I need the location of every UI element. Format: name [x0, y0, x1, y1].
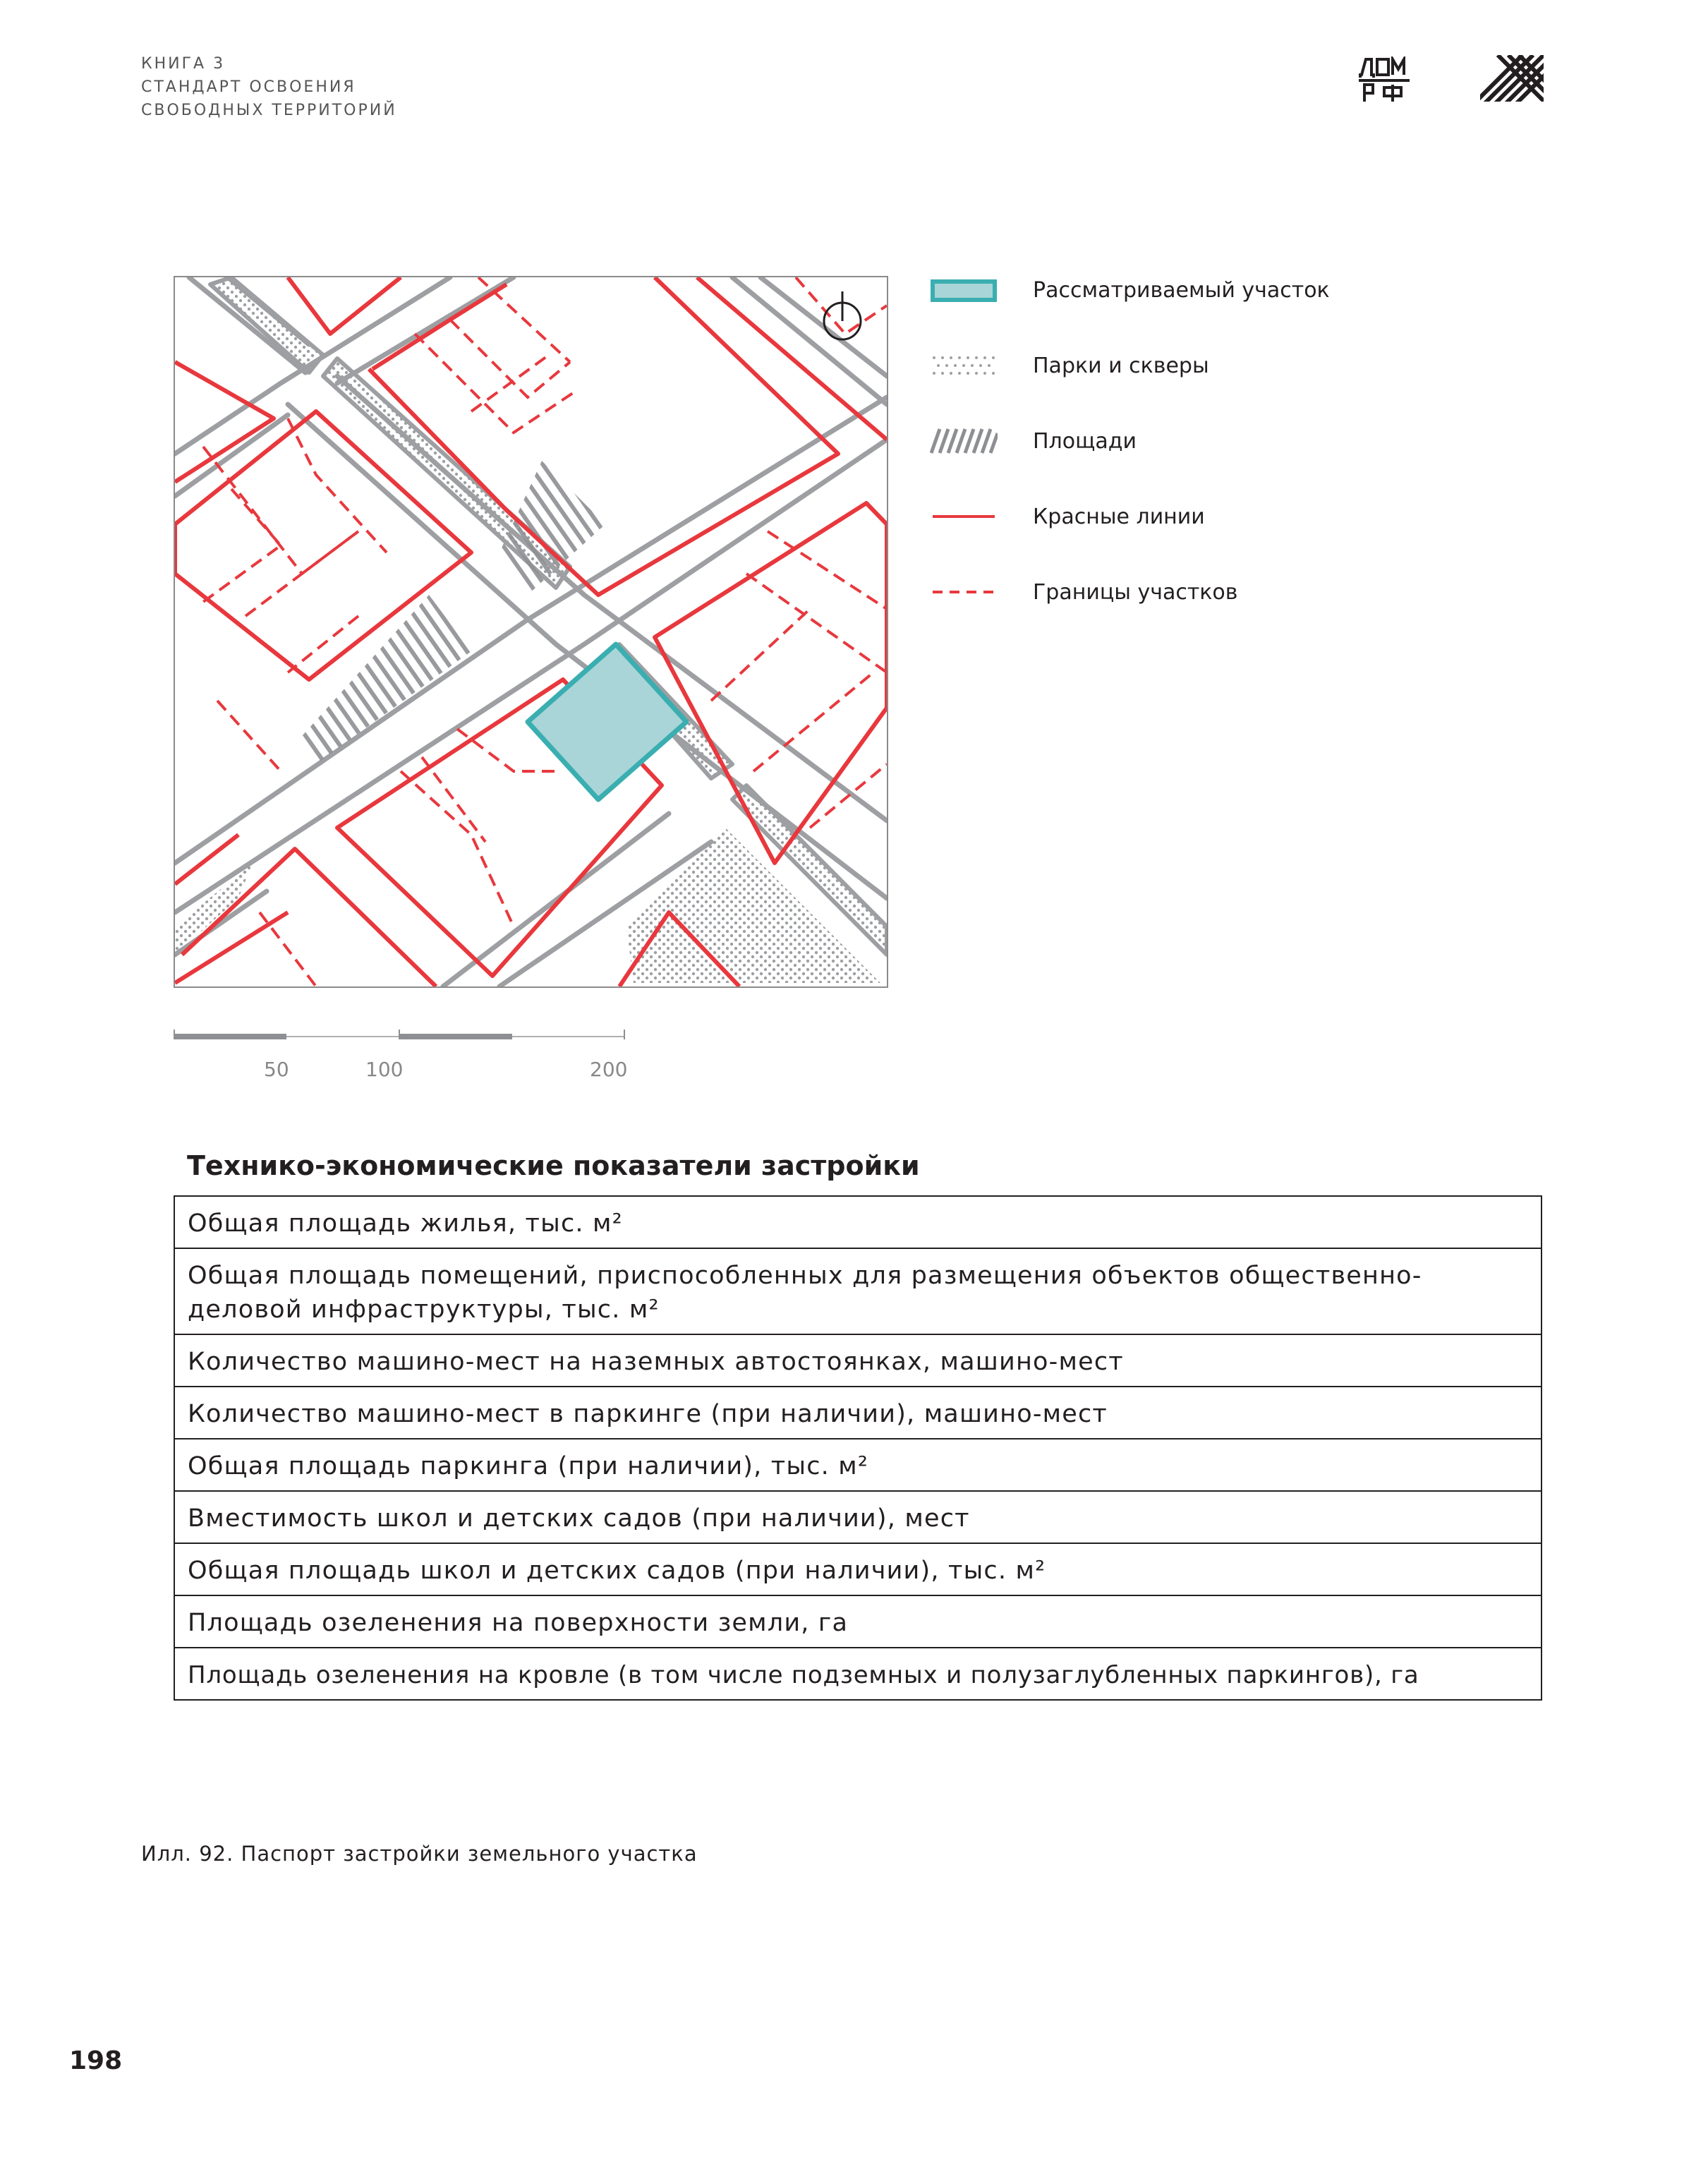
header-line: СТАНДАРТ ОСВОЕНИЯ — [141, 78, 356, 96]
squares-hatch-swatch-icon — [930, 423, 998, 459]
legend-item — [930, 272, 1424, 308]
site-map — [174, 276, 888, 988]
legend-item — [930, 348, 1424, 383]
median-strips — [210, 277, 887, 955]
legend-label: Границы участков — [1033, 580, 1238, 605]
scale-label: 200 — [590, 1058, 628, 1081]
hatch-logo — [1480, 55, 1544, 104]
legend-label: Рассматриваемый участок — [1033, 278, 1330, 303]
table-row: Общая площадь жилья, тыс. м² — [174, 1197, 1542, 1249]
legend-label: Красные линии — [1033, 505, 1205, 529]
table-row: Вместимость школ и детских садов (при наличии), мест — [174, 1492, 1542, 1544]
roads — [175, 277, 887, 986]
indicators-table — [174, 1195, 1542, 1701]
page-number: 198 — [69, 2046, 123, 2075]
table-row: Площадь озеленения на кровле (в том числе подземных и полузаглубленных паркингов), га — [174, 1648, 1542, 1701]
legend-item — [930, 423, 1424, 459]
legend-label: Парки и скверы — [1033, 354, 1209, 378]
parks-dots-swatch-icon — [930, 348, 998, 383]
scale-label: 100 — [365, 1058, 404, 1081]
plot-boundary-dashed-swatch-icon — [930, 574, 998, 610]
dom-rf-logo — [1357, 56, 1411, 106]
table-row: Общая площадь паркинга (при наличии), тыс. м² — [174, 1439, 1542, 1492]
table-row: Количество машино-мест на наземных автостоянках, машино-мест — [174, 1335, 1542, 1387]
table-row: Общая площадь школ и детских садов (при наличии), тыс. м² — [174, 1544, 1542, 1596]
indicators-title: Технико-экономические показатели застройки — [187, 1150, 920, 1181]
legend-item — [930, 574, 1424, 610]
red-line-swatch-icon — [930, 499, 998, 534]
parks — [175, 828, 880, 983]
figure-caption: Илл. 92. Паспорт застройки земельного участка — [141, 1842, 698, 1866]
header-line: КНИГА 3 — [141, 55, 226, 73]
book-header — [141, 52, 397, 122]
table-row: Количество машино-мест в паркинге (при наличии), машино-мест — [174, 1387, 1542, 1439]
legend-label: Площади — [1033, 429, 1137, 454]
header-line: СВОБОДНЫХ ТЕРРИТОРИЙ — [141, 102, 397, 119]
scale-label: 50 — [264, 1058, 289, 1081]
table-row: Общая площадь помещений, приспособленных для размещения объектов общественно-деловой инфраструктуры, тыс. м² — [174, 1249, 1542, 1335]
selected-plot-swatch-icon — [930, 272, 998, 308]
legend-item — [930, 499, 1424, 534]
table-row: Площадь озеленения на поверхности земли, га — [174, 1596, 1542, 1648]
scale-bar — [174, 1027, 639, 1090]
